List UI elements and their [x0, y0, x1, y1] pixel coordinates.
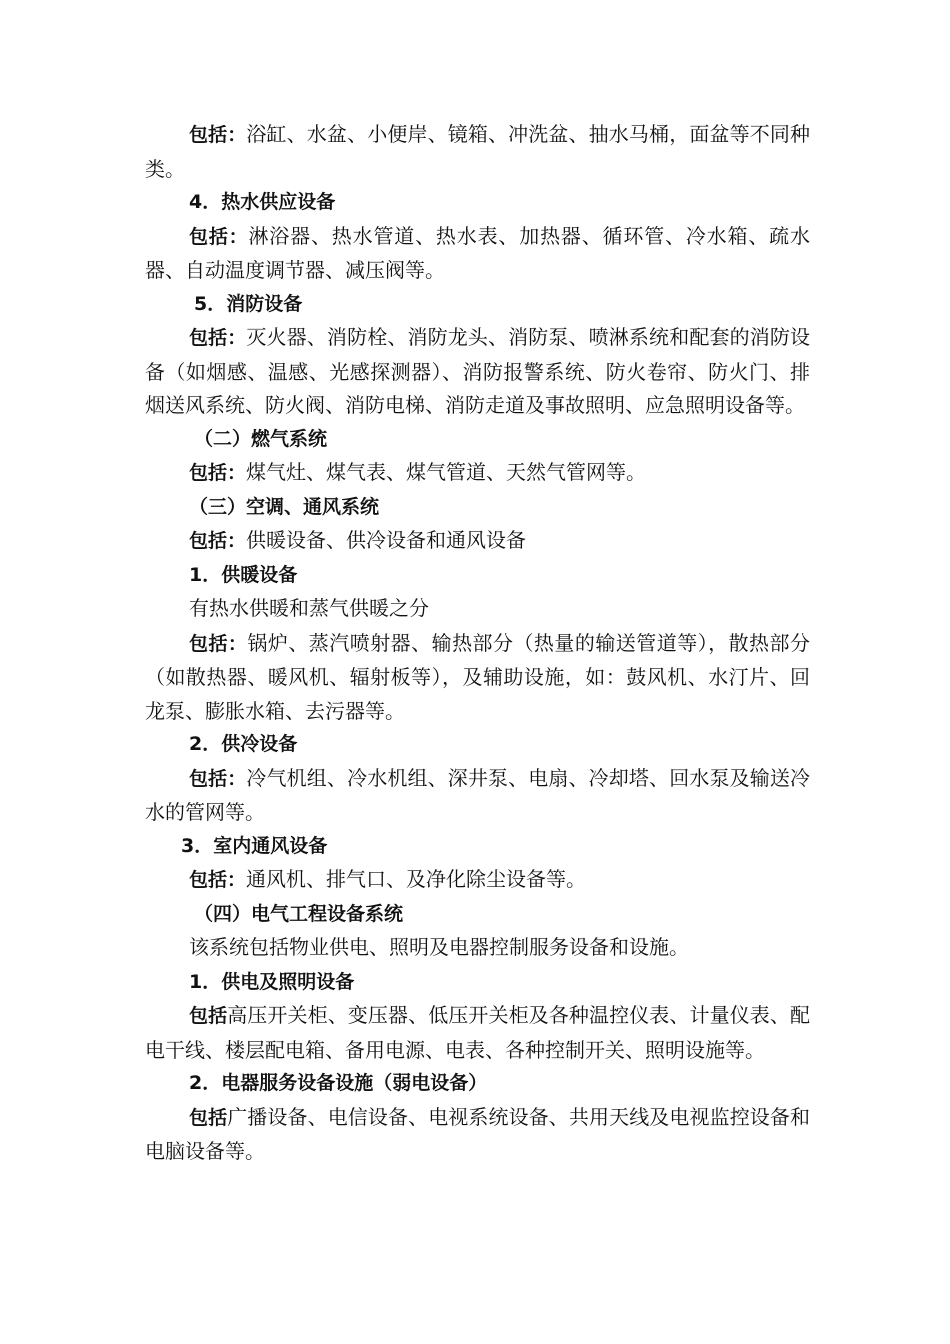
paragraph [145, 931, 810, 966]
section-heading: （三）空调、通风系统 [189, 495, 380, 518]
paragraph-lead: 包括 [189, 1106, 228, 1129]
section-heading: 1．供暖设备 [189, 563, 298, 586]
section-heading: （二）燃气系统 [194, 427, 328, 450]
paragraph-text: 广播设备、电信设备、电视系统设备、共用天线及电视监控设备和电脑设备等。 [145, 1104, 810, 1163]
document-body [145, 118, 810, 1169]
paragraph [145, 1101, 810, 1169]
paragraph [145, 999, 810, 1067]
paragraph-lead: 包括： [189, 767, 247, 790]
paragraph [145, 627, 810, 729]
paragraph-text: 高压开关柜、变压器、低压开关柜及各种温控仪表、计量仪表、配电干线、楼层配电箱、备用电源、电表、各种控制开关、照明设施等。 [145, 1003, 810, 1062]
paragraph-text: 通风机、排气口、及净化除尘设备等。 [246, 867, 587, 891]
paragraph [145, 456, 810, 491]
paragraph [145, 220, 810, 288]
paragraph-text: 浴缸、水盆、小便岸、镜箱、冲洗盆、抽水马桶，面盆等不同种类。 [145, 122, 810, 181]
paragraph-text: 有热水供暖和蒸气供暖之分 [189, 596, 429, 620]
section-heading: 1．供电及照明设备 [189, 970, 355, 993]
paragraph-lead: 包括： [189, 225, 249, 248]
paragraph-text: 该系统包括物业供电、照明及电器控制服务设备和设施。 [189, 935, 689, 959]
paragraph [145, 762, 810, 830]
paragraph-text: 冷气机组、冷水机组、深井泵、电扇、冷却塔、回水泵及输送冷水的管网等。 [145, 765, 810, 824]
paragraph [145, 592, 810, 627]
paragraph-lead: 包括： [189, 632, 248, 655]
paragraph-lead: 包括： [189, 124, 247, 146]
section-heading: （四）电气工程设备系统 [194, 902, 404, 925]
section-heading: 4．热水供应设备 [189, 191, 336, 213]
paragraph-lead: 包括： [189, 530, 247, 552]
paragraph-lead: 包括： [189, 327, 247, 349]
paragraph-lead: 包括 [189, 1005, 228, 1027]
paragraph [145, 524, 810, 559]
section-heading: 2．电器服务设备设施（弱电设备） [189, 1072, 488, 1094]
paragraph-text: 灭火器、消防栓、消防龙头、消防泵、喷淋系统和配套的消防设备（如烟感、温感、光感探测器）、消防报警系统、防火卷帘、防火门、排烟送风系统、防火阀、消防电梯、消防走道及事故照明、应急照明设备等。 [145, 325, 810, 417]
paragraph-text: 锅炉、蒸汽喷射器、输热部分（热量的输送管道等），散热部分（如散热器、暖风机、辐射板等），及辅助设施，如：鼓风机、水汀片、回龙泵、膨胀水箱、去污器等。 [145, 630, 810, 723]
paragraph-text: 供暖设备、供冷设备和通风设备 [246, 528, 527, 552]
paragraph-lead: 包括： [189, 869, 247, 891]
paragraph [145, 321, 810, 423]
paragraph [145, 863, 810, 898]
paragraph-text: 煤气灶、煤气表、煤气管道、天然气管网等。 [246, 460, 647, 484]
section-heading: 5．消防设备 [194, 292, 303, 315]
paragraph-lead: 包括： [189, 462, 247, 484]
paragraph-text: 淋浴器、热水管道、热水表、加热器、循环管、冷水箱、疏水器、自动温度调节器、减压阀等。 [145, 223, 810, 282]
section-heading: 3．室内通风设备 [181, 834, 328, 857]
section-heading: 2．供冷设备 [189, 733, 298, 755]
paragraph [145, 118, 810, 186]
